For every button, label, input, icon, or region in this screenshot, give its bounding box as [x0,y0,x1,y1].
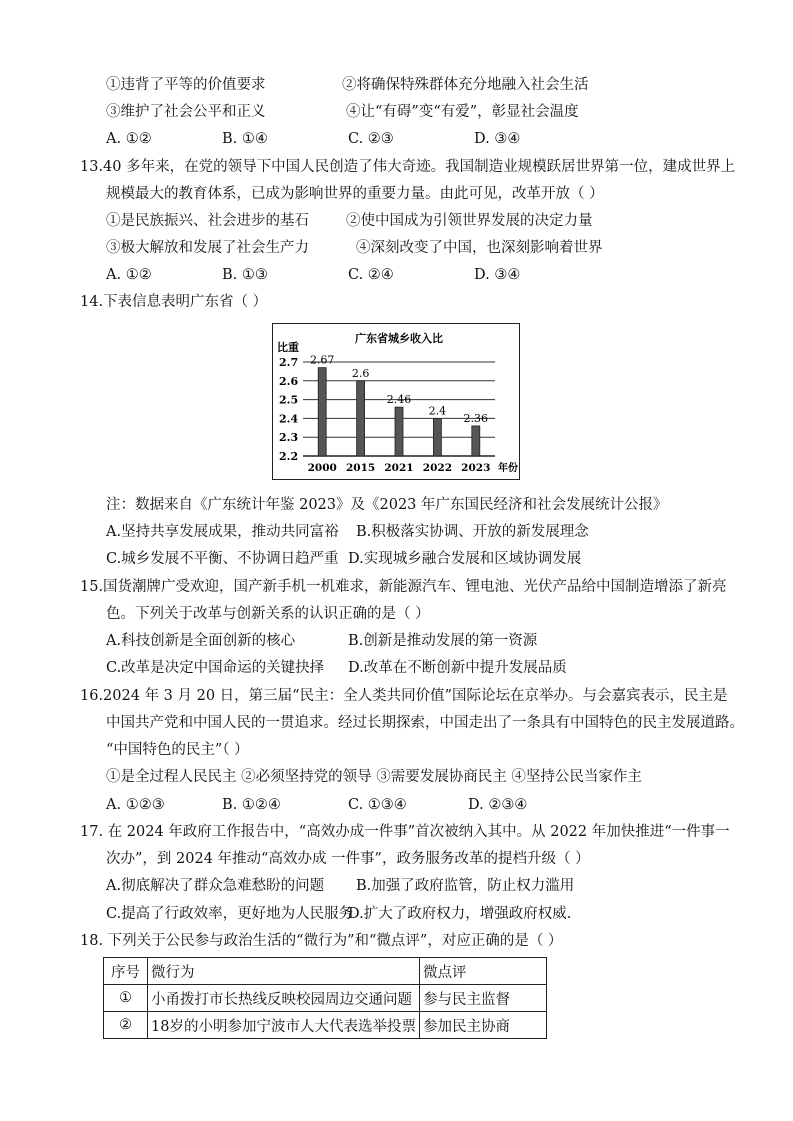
x-tick-label: 2022 [422,462,453,474]
header-index: 序号 [104,958,148,985]
bar-value-label: 2.6 [351,366,370,380]
row-comment: 参加民主协商 [419,1012,546,1039]
micro-behavior-table [103,957,547,1039]
q12-option-3: ③维护了社会公平和正义 [106,104,266,120]
q16-stem-line3: “中国特色的民主”（ ） [106,742,249,758]
q13-stem-line1: 13.40 多年来，在党的领导下中国人民创造了伟大奇迹。我国制造业规模跃居世界第一位，建成世界上 [80,159,736,175]
q14-stem: 14.下表信息表明广东省（ ） [80,294,268,310]
bar [318,368,326,456]
row-index: ② [104,1012,148,1039]
q17-option-a: A.彻底解决了群众急难愁盼的问题 [106,878,325,894]
q14-option-d: D.实现城乡融合发展和区域协调发展 [348,551,582,567]
x-tick-label: 2021 [384,462,414,474]
bar [357,381,365,456]
q17-stem-line2: 次办”，到 2024 年推动“高效办成 一件事”，政务服务改革的提档升级（ ） [106,851,590,867]
q13-option-4: ④深刻改变了中国，也深刻影响着世界 [356,240,603,256]
q16-stem-line1: 16.2024 年 3 月 20 日，第三届“民主：全人类共同价值”国际论坛在京举办。与会嘉宾表示，民主是 [80,688,728,704]
q13-choice-d: D. ③④ [474,267,521,283]
row-behavior: 18岁的小明参加宁波市人大代表选举投票 [148,1012,420,1039]
q12-option-1: ①违背了平等的价值要求 [106,77,266,93]
q15-option-d: D.改革在不断创新中提升发展品质 [348,660,567,676]
q15-option-c: C.改革是决定中国命运的关键抉择 [106,660,325,676]
chart-xlabel: 年份 [498,463,518,474]
bar-chart-svg [273,324,518,478]
y-tick-label: 2.2 [279,450,299,463]
q15-option-b: B.创新是推动发展的第一资源 [348,633,538,649]
q15-stem-line2: 色。下列关于改革与创新关系的认识正确的是（ ） [106,606,430,622]
q16-choice-b: B. ①②④ [222,797,281,813]
q17-stem-line1: 17. 在 2024 年政府工作报告中，“高效办成一件事”首次被纳入其中。从 2022 年加快推进“一件事一 [80,824,730,840]
y-tick-label: 2.4 [279,412,299,426]
chart-title: 广东省城乡收入比 [355,332,443,345]
q14-option-b: B.积极落实协调、开放的新发展理念 [356,524,589,540]
q13-stem-line2: 规模最大的教育体系，已成为影响世界的重要力量。由此可见，改革开放（ ） [106,186,604,202]
q15-option-a: A.科技创新是全面创新的核心 [106,633,296,649]
q12-option-2: ②将确保特殊群体充分地融入社会生活 [342,77,589,93]
header-comment: 微点评 [419,958,546,985]
q12-option-4: ④让“有碍”变“有爱”，彰显社会温度 [346,104,579,120]
bar [395,407,403,456]
q17-option-c: C.提高了行政效率，更好地为人民服务 [106,906,354,922]
row-index: ① [104,985,148,1012]
y-tick-label: 2.7 [279,356,299,369]
y-tick-label: 2.6 [279,374,299,388]
x-tick-label: 2000 [307,462,337,474]
q17-option-d: D.扩大了政府权力，增强政府权威. [348,906,572,922]
row-behavior: 小甬拨打市长热线反映校园周边交通问题 [148,985,420,1012]
q16-choice-d: D. ②③④ [468,797,528,813]
table-row [104,985,547,1012]
q16-options: ①是全过程人民民主 ②必须坚持党的领导 ③需要发展协商民主 ④坚持公民当家作主 [106,769,642,785]
q15-stem-line1: 15.国货潮牌广受欢迎，国产新手机一机难求，新能源汽车、锂电池、光伏产品给中国制造增添了新亮 [80,579,727,595]
y-tick-label: 2.5 [279,393,299,407]
q12-choice-c: C. ②③ [348,131,394,147]
y-tick-label: 2.3 [279,431,299,445]
q16-stem-line2: 中国共产党和中国人民的一贯追求。经过长期探索，中国走出了一条具有中国特色的民主发展道路。 [106,715,744,731]
q13-choice-c: C. ②④ [348,267,394,283]
bar-value-label: 2.36 [463,411,489,425]
chart-ylabel: 比重 [277,341,299,354]
q17-option-b: B.加强了政府监管，防止权力滥用 [356,878,575,894]
x-tick-label: 2023 [461,462,491,474]
q16-choice-a: A. ①②③ [106,797,165,813]
q13-option-3: ③极大解放和发展了社会生产力 [106,240,309,256]
header-behavior: 微行为 [148,958,420,985]
bar [472,426,480,456]
q18-stem: 18. 下列关于公民参与政治生活的“微行为”和“微点评”，对应正确的是（ ） [80,933,563,949]
q12-choice-d: D. ③④ [474,131,521,147]
income-ratio-chart [272,323,520,480]
q14-option-c: C.城乡发展不平衡、不协调日趋严重 [106,551,339,567]
row-comment: 参与民主监督 [419,985,546,1012]
table-header-row [104,958,547,985]
q13-option-2: ②使中国成为引领世界发展的决定力量 [346,213,593,229]
q12-choice-a: A. ①② [106,131,152,147]
table-row [104,1012,547,1039]
q12-choice-b: B. ①④ [222,131,268,147]
bar-value-label: 2.67 [309,353,335,367]
q13-choice-a: A. ①② [106,267,152,283]
q13-option-1: ①是民族振兴、社会进步的基石 [106,213,309,229]
q14-note: 注：数据来自《广东统计年鉴 2023》及《2023 年广东国民经济和社会发展统计公报》 [106,497,668,513]
q13-choice-b: B. ①③ [222,267,268,283]
q16-choice-c: C. ①③④ [348,797,407,813]
bar [433,418,441,456]
x-tick-label: 2015 [345,462,376,474]
bar-value-label: 2.46 [386,393,412,407]
bar-value-label: 2.4 [428,404,447,418]
q14-option-a: A.坚持共享发展成果，推动共同富裕 [106,524,339,540]
